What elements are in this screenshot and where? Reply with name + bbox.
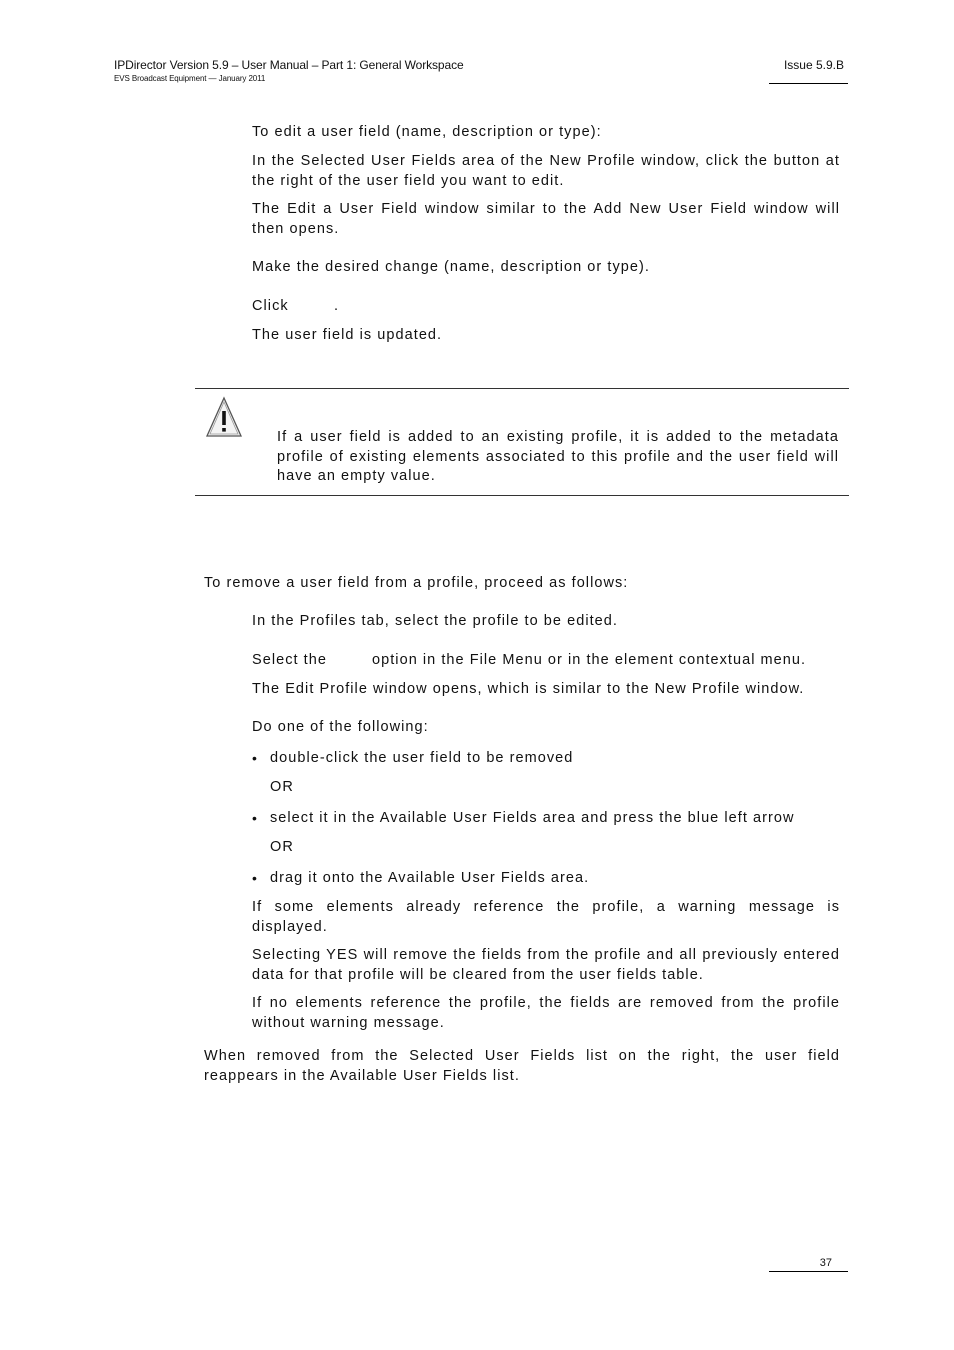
remove-option-2: select it in the Available User Fields area and press the blue left arrow <box>270 810 795 826</box>
edit-step-1-result: The Edit a User Field window similar to the Add New User Field window will then opens. <box>252 201 840 237</box>
remove-warning-1: If some elements already reference the profile, a warning message is displayed. <box>252 899 840 935</box>
edit-step-3-period: . <box>334 298 340 314</box>
or-label-2: OR <box>270 839 294 855</box>
remove-conclusion: When removed from the Selected User Fields list on the right, the user field reappears in the Available User Fields list. <box>204 1048 840 1084</box>
remove-step-2-result: The Edit Profile window opens, which is similar to the New Profile window. <box>252 681 805 697</box>
edit-intro: To edit a user field (name, description or type): <box>252 124 602 140</box>
remove-option-1: double-click the user field to be removed <box>270 750 574 766</box>
header-rule <box>769 83 848 84</box>
note-bottom-rule <box>195 495 849 496</box>
note-top-rule <box>195 388 849 389</box>
bullet-icon: • <box>252 810 257 826</box>
edit-step-2: Make the desired change (name, description or type). <box>252 259 650 275</box>
remove-intro: To remove a user field from a profile, proceed as follows: <box>204 575 629 591</box>
issue-label: Issue 5.9.B <box>783 58 844 72</box>
page-number: 37 <box>819 1257 832 1269</box>
edit-step-3-result: The user field is updated. <box>252 327 443 343</box>
bullet-icon: • <box>252 750 257 766</box>
edit-step-3-click: Click <box>252 298 289 314</box>
remove-warning-2: Selecting YES will remove the fields from the profile and all previously entered data for that profile will be cleared from the user fields table. <box>252 947 840 983</box>
remove-step-1: In the Profiles tab, select the profile to be edited. <box>252 613 618 629</box>
remove-step-3: Do one of the following: <box>252 719 429 735</box>
note-text: If a user field is added to an existing profile, it is added to the metadata profile of existing elements associated to this profile and the user field will have an empty value. <box>277 429 839 484</box>
or-label-1: OR <box>270 779 294 795</box>
remove-step-2-a: Select the <box>252 652 327 668</box>
warning-triangle-icon <box>205 396 243 438</box>
remove-step-2-b: option in the File Menu or in the element contextual menu. <box>372 652 807 668</box>
bullet-icon: • <box>252 870 257 886</box>
remove-option-3: drag it onto the Available User Fields area. <box>270 870 590 886</box>
document-subtitle: EVS Broadcast Equipment — January 2011 <box>114 74 266 83</box>
footer-rule <box>769 1271 848 1272</box>
remove-warning-3: If no elements reference the profile, the fields are removed from the profile without warning message. <box>252 995 840 1031</box>
document-title: IPDirector Version 5.9 – User Manual – Part 1: General Workspace <box>114 58 464 72</box>
edit-step-1: In the Selected User Fields area of the New Profile window, click the button at the right of the user field you want to edit. <box>252 153 840 189</box>
